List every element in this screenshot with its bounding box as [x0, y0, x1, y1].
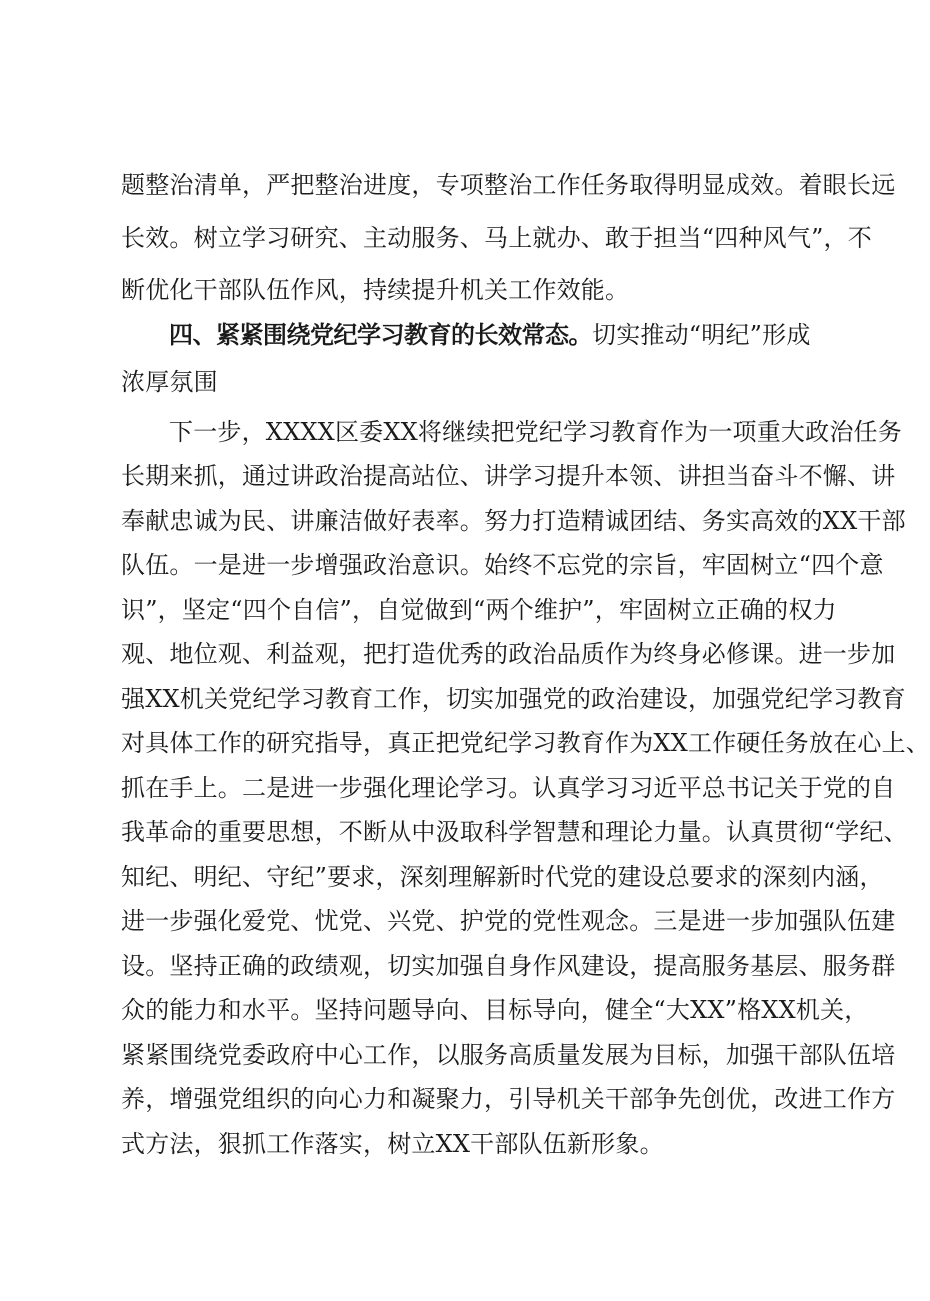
paragraph-2-line-5: 识”，坚定“四个自信”，自觉做到“两个维护”，牢固树立正确的权力 — [121, 596, 837, 624]
paragraph-2-line-13: 设。坚持正确的政绩观，切实加强自身作风建设，提高服务基层、服务群 — [121, 952, 896, 980]
paragraph-2-line-9: 抓在手上。二是进一步强化理论学习。认真学习习近平总书记关于党的自 — [121, 774, 896, 802]
paragraph-2-line-2: 长期来抓，通过讲政治提高站位、讲学习提升本领、讲担当奋斗不懈、讲 — [121, 462, 896, 490]
paragraph-2-line-17: 式方法，狠抓工作落实，树立XX干部队伍新形象。 — [121, 1130, 664, 1158]
section-4-heading: 四、紧紧围绕党纪学习教育的长效常态。 — [169, 321, 592, 349]
paragraph-2-line-4: 队伍。一是进一步增强政治意识。始终不忘党的宗旨，牢固树立“四个意 — [121, 551, 884, 579]
paragraph-2-line-10: 我革命的重要思想，不断从中汲取科学智慧和理论力量。认真贯彻“学纪、 — [121, 818, 908, 846]
paragraph-1-line-2: 长效。树立学习研究、主动服务、马上就办、敢于担当“四种风气”，不 — [121, 224, 872, 252]
paragraph-2-line-15: 紧紧围绕党委政府中心工作，以服务高质量发展为目标，加强干部队伍培 — [121, 1041, 896, 1069]
paragraph-1-line-1: 题整治清单，严把整治进度，专项整治工作任务取得明显成效。着眼长远 — [121, 171, 896, 199]
paragraph-2-line-6: 观、地位观、利益观，把打造优秀的政治品质作为终身必修课。进一步加 — [121, 640, 896, 668]
paragraph-2-line-1: 下一步，XXXX区委XX将继续把党纪学习教育作为一项重大政治任务 — [169, 418, 902, 446]
paragraph-2-line-3: 奉献忠诚为民、讲廉洁做好表率。努力打造精诚团结、务实高效的XX干部 — [121, 507, 906, 535]
paragraph-2-line-7: 强XX机关党纪学习教育工作，切实加强党的政治建设，加强党纪学习教育 — [121, 685, 906, 713]
paragraph-2-line-14: 众的能力和水平。坚持问题导向、目标导向，健全“大XX”格XX机关， — [121, 996, 869, 1024]
paragraph-2-line-16: 养，增强党组织的向心力和凝聚力，引导机关干部争先创优，改进工作方 — [121, 1085, 896, 1113]
paragraph-1-line-3: 断优化干部队伍作风，持续提升机关工作效能。 — [121, 276, 630, 304]
section-4-heading-line — [169, 315, 811, 355]
paragraph-2-line-12: 进一步强化爱党、忧党、兴党、护党的党性观念。三是进一步加强队伍建 — [121, 907, 896, 935]
paragraph-2-line-11: 知纪、明纪、守纪”要求，深刻理解新时代党的建设总要求的深刻内涵， — [121, 863, 884, 891]
paragraph-2-line-8: 对具体工作的研究指导，真正把党纪学习教育作为XX工作硬任务放在心上、 — [121, 729, 930, 757]
section-4-heading-tail: 切实推动“明纪”形成 — [592, 321, 811, 349]
section-4-heading-continuation: 浓厚氛围 — [121, 368, 218, 396]
